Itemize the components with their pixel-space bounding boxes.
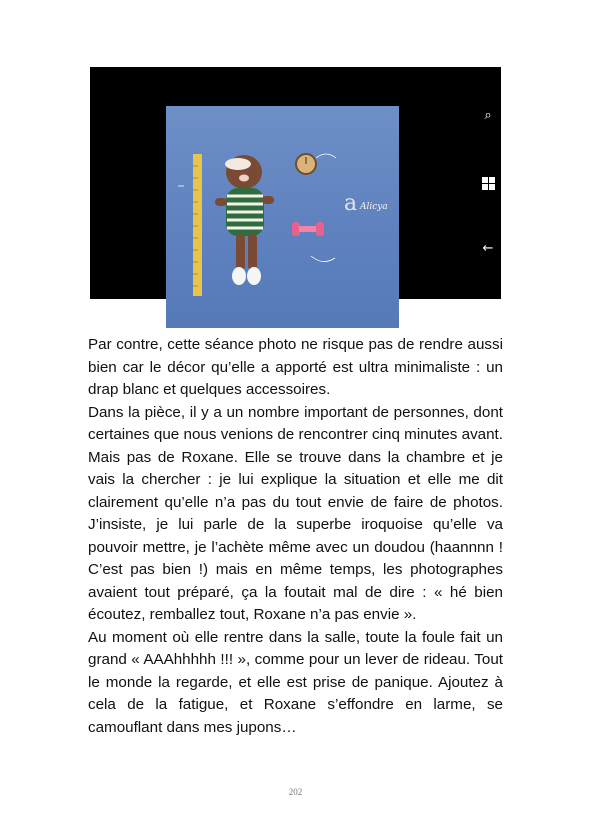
baby-leg-left bbox=[236, 234, 245, 270]
ruler bbox=[193, 154, 202, 296]
baby-leg-right bbox=[248, 234, 257, 270]
paragraph-2: Dans la pièce, il y a un nombre important de personnes, dont certaines que nous venions de rencontrer cinq minutes avant. Mais pas de Roxane. Elle se trouve dans la chambre et je vais la chercher : je lui explique la situation et elle me dit clairement qu’elle n’a pas du tout envie de faire de photos. J’insiste, je lui parle de la superbe iroquoise qu’elle va pouvoir mettre, je l’achète même avec un doudou (haannnn ! C’est pas bien !) mais en même temps, les photographes avaient tout préparé, ça la foutait mal de dire : « hé bien écoutez, remballez tout, Roxane n’a pas envie ». bbox=[88, 403, 503, 623]
baby-arm-right bbox=[262, 196, 274, 204]
windows-phone-navbar bbox=[399, 67, 501, 299]
sneaker-left bbox=[232, 267, 246, 285]
baby-mouth bbox=[239, 175, 249, 182]
dumbbell-bar bbox=[299, 226, 317, 232]
sketch-line bbox=[311, 256, 335, 262]
page-number: 202 bbox=[288, 787, 303, 797]
sketch-line bbox=[316, 154, 336, 158]
baby-arm-left bbox=[215, 198, 227, 206]
headband bbox=[225, 158, 251, 170]
baby-photo bbox=[166, 106, 399, 328]
paragraph-1: Par contre, cette séance photo ne risque pas de rendre aussi bien car le décor qu’elle a apporté est ultra minimaliste : un drap blanc et quelques accessoires. bbox=[88, 336, 503, 398]
body-text bbox=[88, 334, 503, 739]
windows-icon[interactable] bbox=[482, 177, 495, 190]
black-margin bbox=[90, 67, 166, 299]
paragraph-3: Au moment où elle rentre dans la salle, toute la foule fait un grand « AAAhhhhh !!! », comme pour un lever de rideau. Tout le monde la regarde, et elle est prise de panique. Ajoutez à cela de la fatigue, et Roxane s’effondre en larme, se camouflant dans mes jupons… bbox=[88, 628, 503, 736]
search-icon[interactable]: ⌕ bbox=[484, 108, 492, 123]
phone-screenshot bbox=[90, 67, 501, 299]
back-arrow-icon[interactable]: ← bbox=[482, 241, 494, 256]
name-letter-a: a bbox=[344, 191, 358, 216]
baby-photo-illustration bbox=[166, 106, 399, 328]
dumbbell-left bbox=[292, 222, 300, 236]
sneaker-right bbox=[247, 267, 261, 285]
dumbbell-right bbox=[316, 222, 324, 236]
name-rest: Alicya bbox=[360, 202, 388, 212]
